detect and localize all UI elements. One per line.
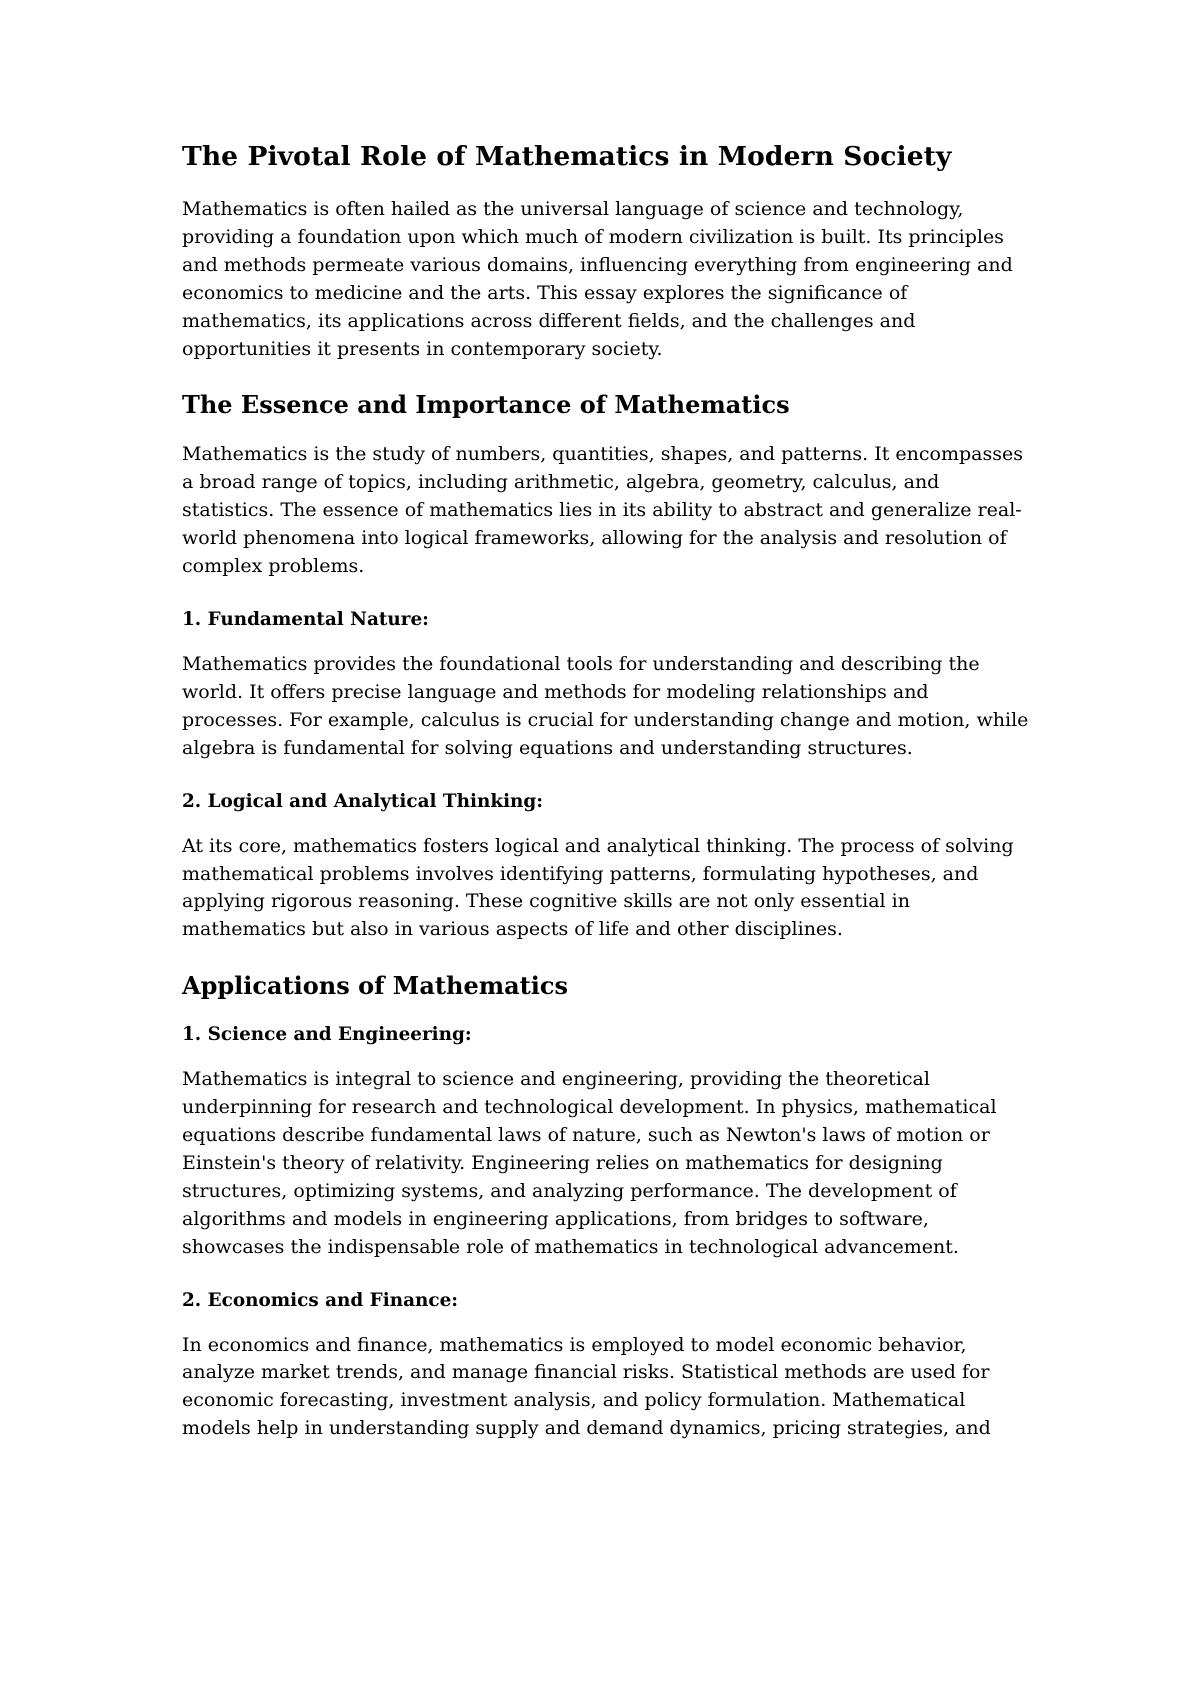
fundamental-nature-paragraph: Mathematics provides the foundational tools for understanding and describing the world. It offers precise language and methods for modeling relationships and processes. For example, calculus is crucial for understanding change and motion, while algebra is fundamental for solving equations and understanding structures. bbox=[182, 652, 1029, 759]
section-heading-applications: Applications of Mathematics bbox=[182, 971, 568, 1001]
subheading-science-engineering: 1. Science and Engineering: bbox=[182, 1024, 472, 1046]
section-heading-essence: The Essence and Importance of Mathematics bbox=[182, 390, 790, 420]
logical-thinking-paragraph: At its core, mathematics fosters logical and analytical thinking. The process of solving mathematical problems involves identifying patterns, formulating hypotheses, and applying rigorous reasoning. These cognitive skills are not only essential in mathematics but also in various aspects of life and other disciplines. bbox=[182, 834, 1014, 941]
essence-paragraph: Mathematics is the study of numbers, quantities, shapes, and patterns. It encompasses a broad range of topics, including arithmetic, algebra, geometry, calculus, and statistics. The essence of mathematics lies in its ability to abstract and generalize real-world phenomena into logical frameworks, allowing for the analysis and resolution of complex problems. bbox=[182, 443, 1023, 578]
subheading-logical-thinking: 2. Logical and Analytical Thinking: bbox=[182, 790, 544, 812]
document-body bbox=[182, 140, 1032, 1469]
intro-paragraph: Mathematics is often hailed as the universal language of science and technology, providing a foundation upon which much of modern civilization is built. Its principles and methods permeate various domains, influencing everything from engineering and economics to medicine and the arts. This essay explores the significance of mathematics, its applications across different fields, and the challenges and opportunities it presents in contemporary society. bbox=[182, 198, 1013, 360]
document-title: The Pivotal Role of Mathematics in Modern Society bbox=[182, 141, 952, 172]
economics-finance-paragraph: In economics and finance, mathematics is employed to model economic behavior, analyze market trends, and manage financial risks. Statistical methods are used for economic forecasting, investment analysis, and policy formulation. Mathematical models help in understanding supply and demand dynamics, pricing strategies, and bbox=[182, 1333, 991, 1440]
science-engineering-paragraph: Mathematics is integral to science and engineering, providing the theoretical underpinning for research and technological development. In physics, mathematical equations describe fundamental laws of nature, such as Newton's laws of motion or Einstein's theory of relativity. Engineering relies on mathematics for designing structures, optimizing systems, and analyzing performance. The development of algorithms and models in engineering applications, from bridges to software, showcases the indispensable role of mathematics in technological advancement. bbox=[182, 1068, 997, 1258]
subheading-economics-finance: 2. Economics and Finance: bbox=[182, 1289, 459, 1311]
subheading-fundamental-nature: 1. Fundamental Nature: bbox=[182, 608, 429, 630]
